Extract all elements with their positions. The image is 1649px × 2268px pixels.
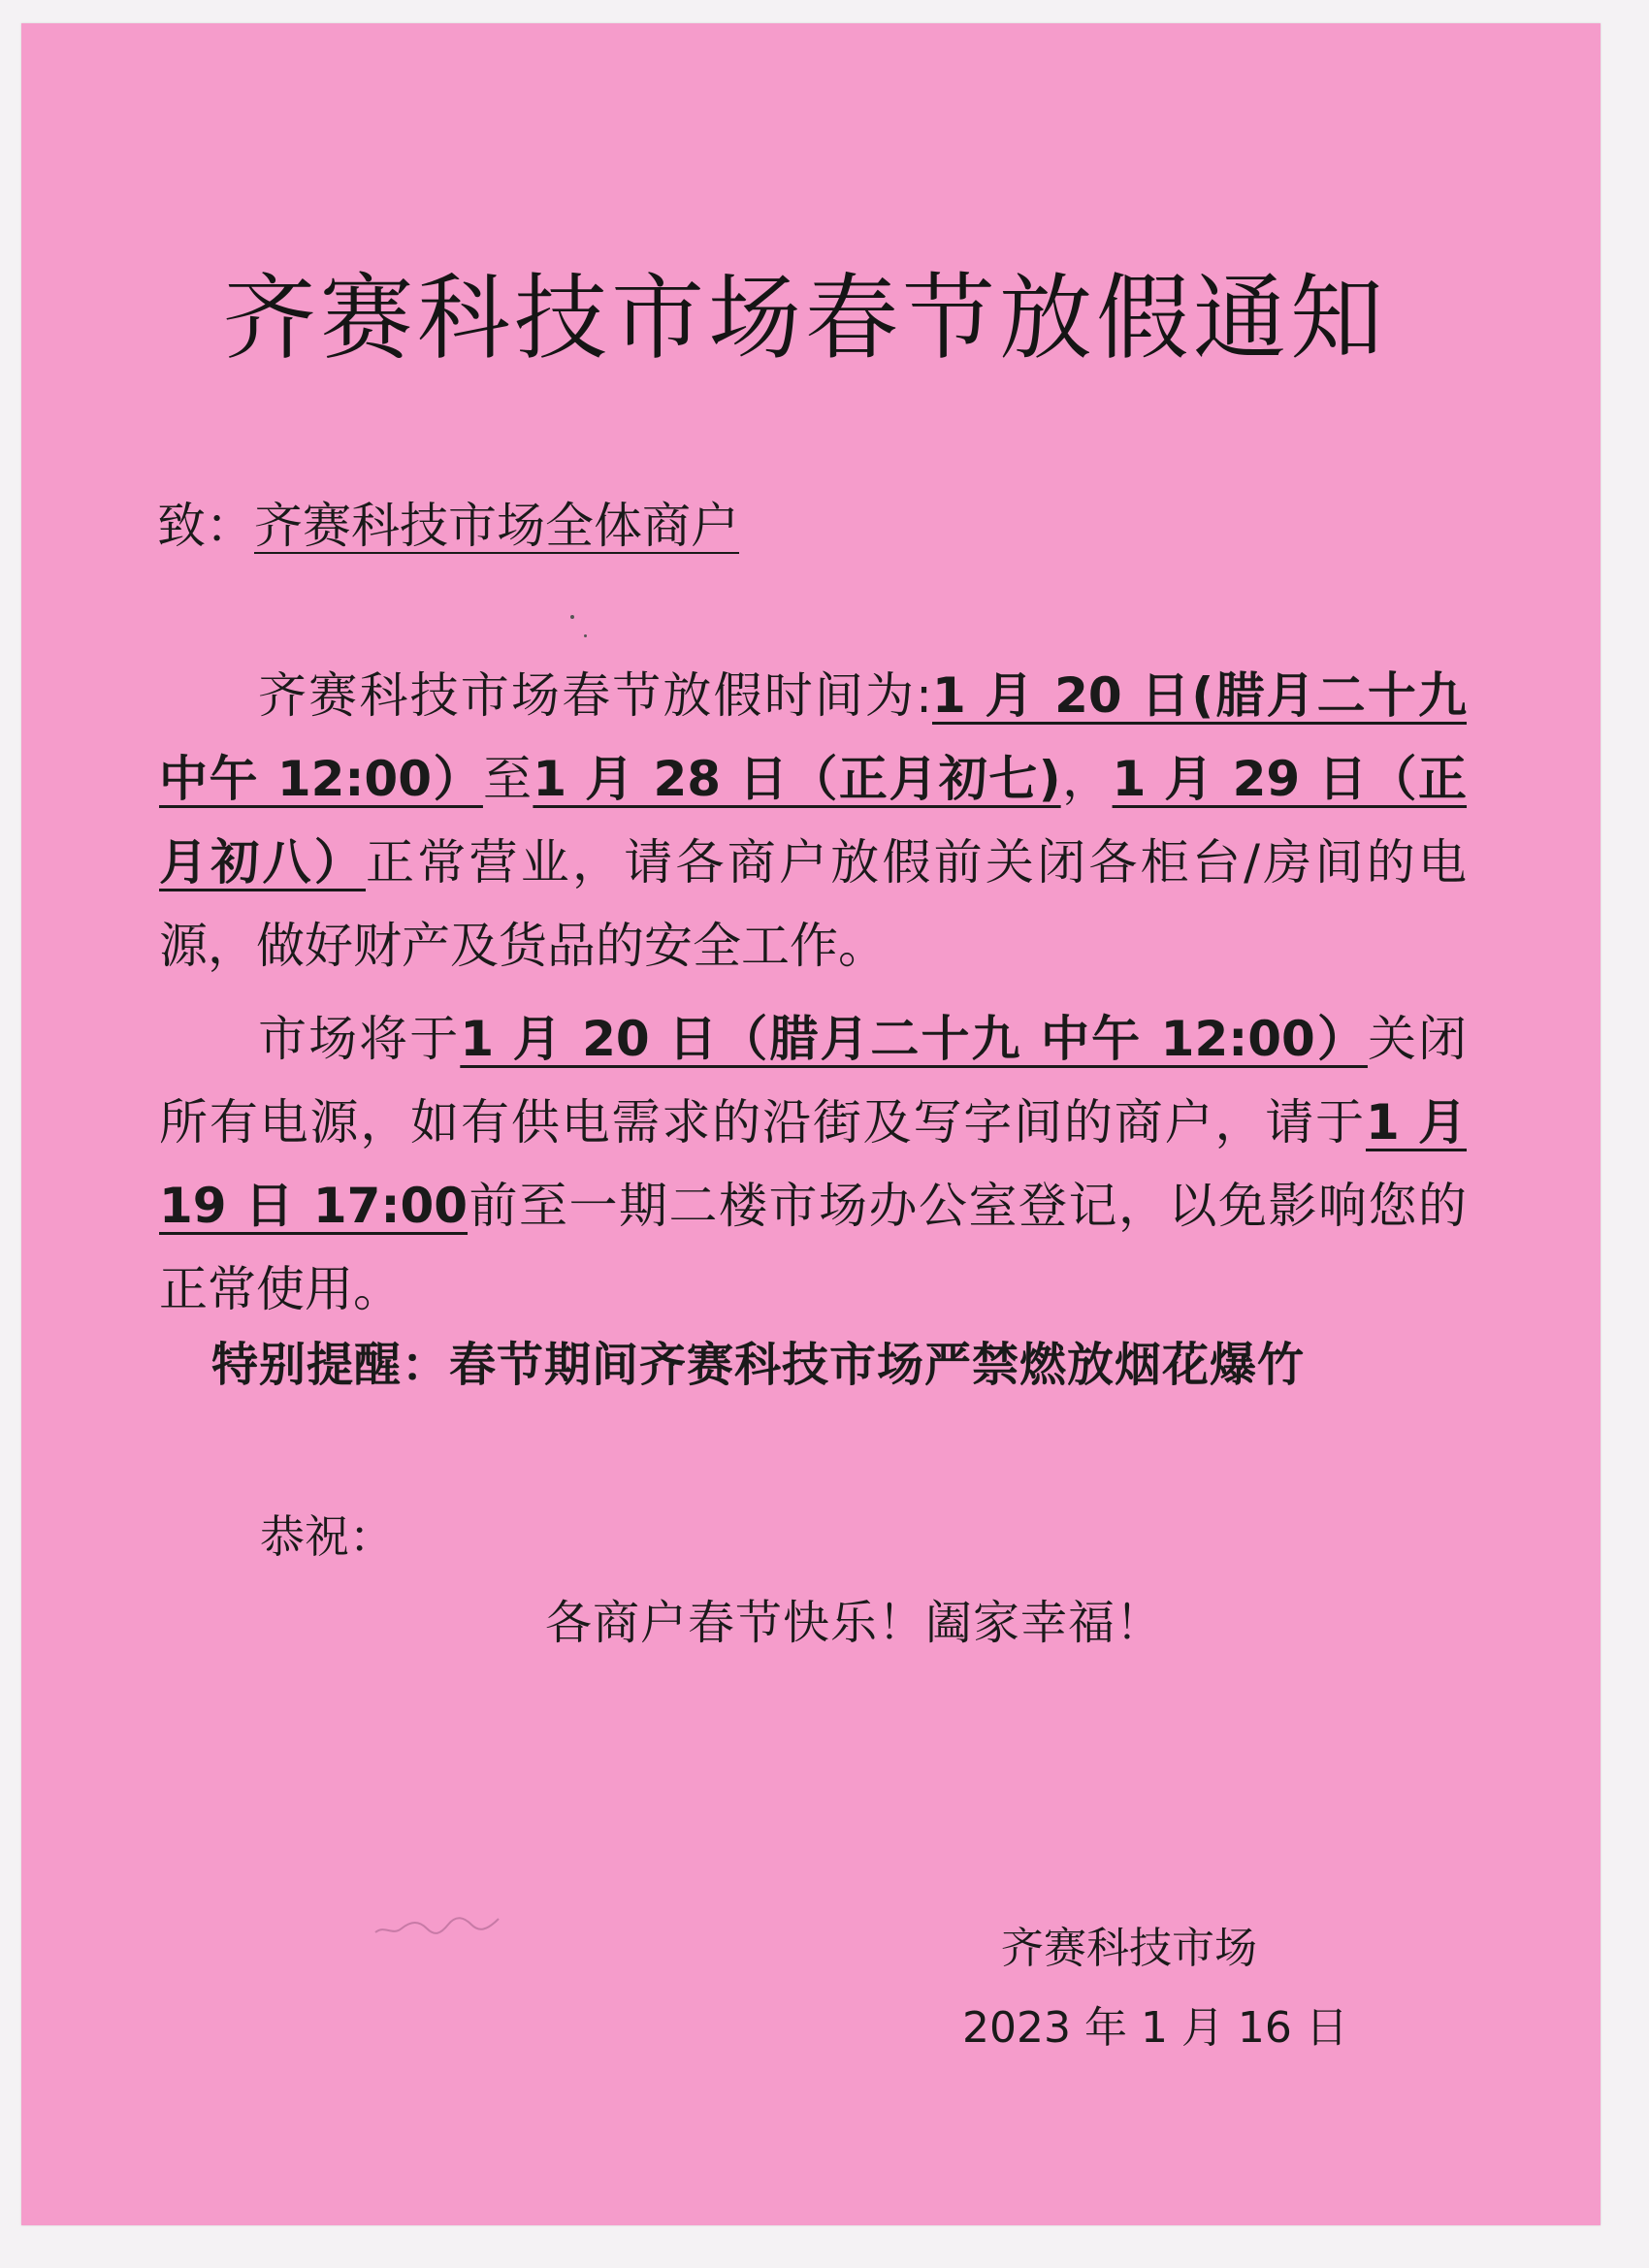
holiday-end-date: 1 月 28 日（正月初七) [533,751,1061,807]
paper-speck [584,634,587,637]
greeting: 恭祝： [260,1510,394,1563]
issue-date: 2023 年 1 月 16 日 [962,2003,1348,2053]
recipient-name: 齐赛科技市场全体商户 [254,498,739,554]
signer: 齐赛科技市场 [1001,1924,1257,1973]
schedule-text-1: 齐赛科技市场春节放假时间为: [256,667,932,724]
recipient-label: 致： [157,498,254,554]
paper-speck [570,615,574,619]
schedule-text-2: 至 [482,751,534,807]
power-off-date: 1 月 20 日（腊月二十九 中午 12:00） [460,1011,1368,1067]
wish-text: 各商户春节快乐！阖家幸福！ [545,1596,1164,1650]
reopen-date: 1 月 29 日（正月初八） [159,751,1468,891]
schedule-text-3: ， [1060,751,1113,807]
registration-deadline: 1 月 19 日 17:00 [159,1094,1467,1234]
holiday-start-date: 1 月 20 日(腊月二十九 中午 12:00） [159,667,1467,807]
notice-sheet [21,23,1600,2225]
power-text-2: 关闭所有电源，如有供电需求的沿街及写字间的商户，请于 [159,1011,1467,1150]
power-text-3: 前至一期二楼市场办公室登记，以免影响您的正常使用。 [159,1178,1467,1317]
notice-title: 齐赛科技市场春节放假通知 [223,264,1387,373]
power-notice-paragraph [159,997,1467,1331]
pencil-scribble-mark [371,1895,506,1944]
reminder-label: 特别提醒： [211,1338,450,1392]
recipient-line [157,487,739,557]
schedule-text-4: 正常营业，请各商户放假前关闭各柜台/房间的电源，做好财产及货品的安全工作。 [159,834,1467,974]
reminder-text: 春节期间齐赛科技市场严禁燃放烟花爆竹 [449,1338,1306,1392]
power-text-1: 市场将于 [256,1011,461,1067]
holiday-schedule-paragraph [159,654,1467,988]
special-reminder [211,1327,1305,1394]
